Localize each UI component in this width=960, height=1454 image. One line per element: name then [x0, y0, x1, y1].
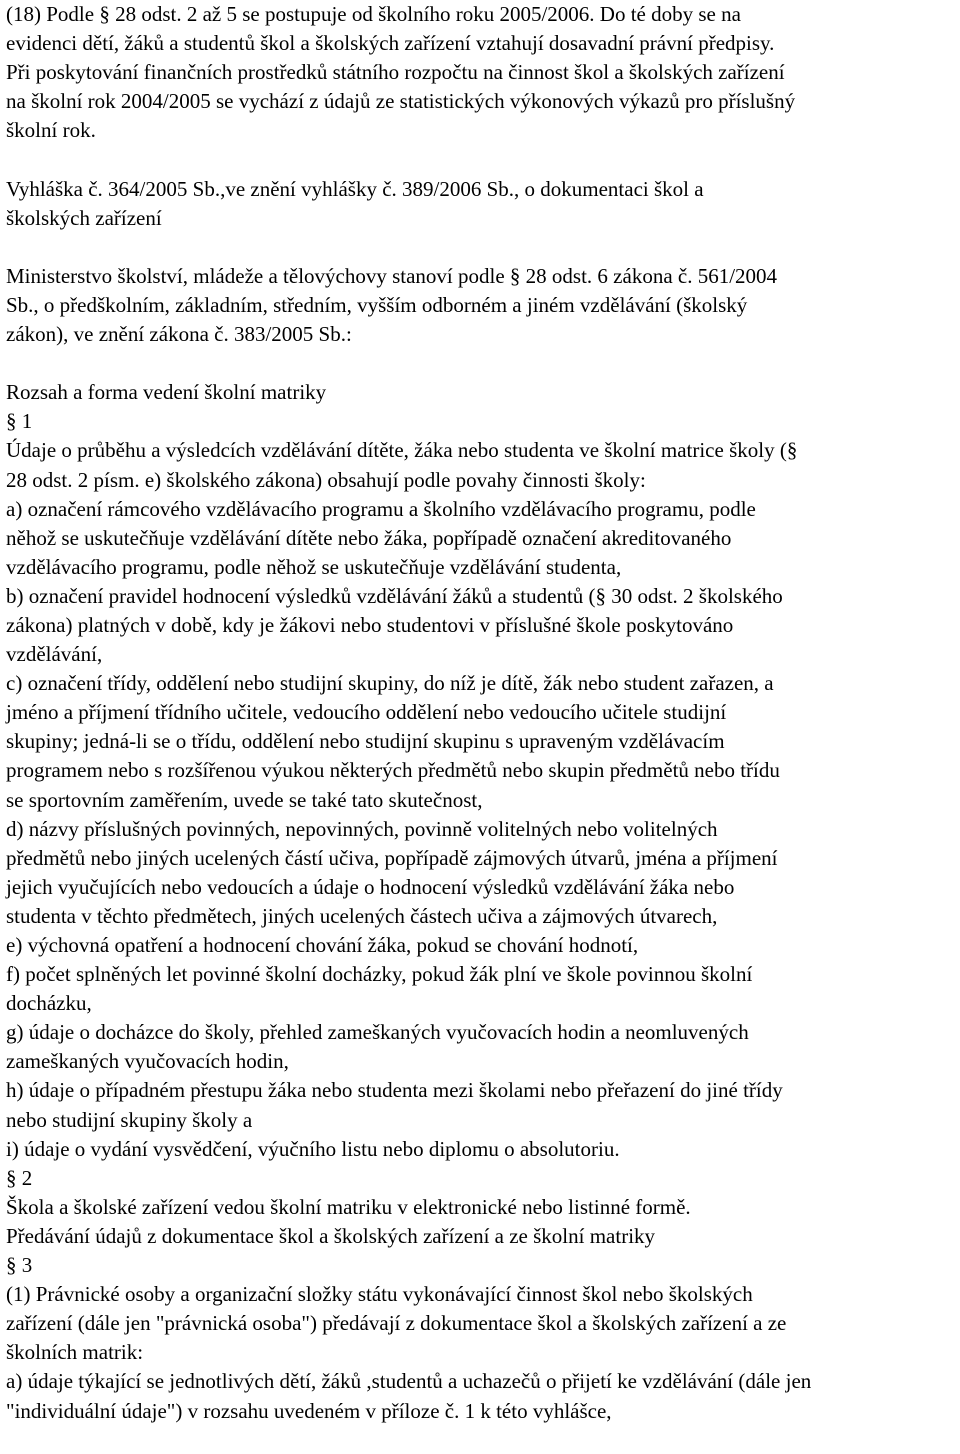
text-line: i) údaje o vydání vysvědčení, výučního listu nebo diplomu o absolutoriu.	[6, 1136, 620, 1161]
text-line: evidenci dětí, žáků a studentů škol a školských zařízení vztahují dosavadní právní předpisy.	[6, 31, 775, 56]
text-line: zákon), ve znění zákona č. 383/2005 Sb.:	[6, 322, 352, 347]
text-line: g) údaje o docházce do školy, přehled zameškaných vyučovacích hodin a neomluvených	[6, 1020, 749, 1045]
text-line: e) výchovná opatření a hodnocení chování žáka, pokud se chování hodnotí,	[6, 933, 639, 957]
section-number: § 2	[6, 1165, 33, 1190]
text-line: něhož se uskutečňuje vzdělávání dítěte nebo žáka, popřípadě označení akreditovaného	[6, 525, 732, 550]
text-line: zameškaných vyučovacích hodin,	[6, 1049, 289, 1074]
section-heading: Rozsah a forma vedení školní matriky	[6, 380, 327, 405]
section-2	[6, 1164, 956, 1251]
blank-line	[6, 233, 956, 262]
blank-line	[6, 145, 956, 174]
text-line: jejich vyučujících nebo vedoucích a údaje o hodnocení výsledků vzdělávání žáka nebo	[6, 874, 735, 899]
text-line: a) označení rámcového vzdělávacího programu a školního vzdělávacího programu, podle	[6, 496, 756, 521]
document-page	[6, 0, 956, 1426]
text-line: h) údaje o případném přestupu žáka nebo studenta mezi školami nebo přeřazení do jiné třídy	[6, 1078, 783, 1103]
section-1	[6, 407, 956, 1163]
text-line: Ministerstvo školství, mládeže a tělovýchovy stanoví podle § 28 odst. 6 zákona č. 561/2004	[6, 263, 778, 288]
decree-preamble	[6, 262, 956, 349]
text-line: (1) Právnické osoby a organizační složky státu vykonávající činnost škol nebo školských	[6, 1282, 753, 1307]
text-line: předmětů nebo jiných ucelených částí učiva, popřípadě zájmových útvarů, jména a příjmení	[6, 845, 778, 870]
text-line: studenta v těchto předmětech, jiných ucelených částech učiva a zájmových útvarech,	[6, 903, 718, 928]
text-line: jméno a příjmení třídního učitele, vedoucího oddělení nebo vedoucího učitele studijní	[6, 700, 727, 725]
text-line: Škola a školské zařízení vedou školní matriku v elektronické nebo listinné formě.	[6, 1194, 691, 1219]
text-line: 28 odst. 2 písm. e) školského zákona) obsahují podle povahy činnosti školy:	[6, 467, 646, 492]
text-line: se sportovním zaměřením, uvede se také tato skutečnost,	[6, 787, 483, 812]
text-line: na školní rok 2004/2005 se vychází z údajů ze statistických výkonových výkazů pro příslušný	[6, 89, 796, 114]
text-line: programem nebo s rozšířenou výukou některých předmětů nebo skupin předmětů nebo třídu	[6, 758, 780, 783]
text-line: b) označení pravidel hodnocení výsledků vzdělávání žáků a studentů (§ 30 odst. 2 školského	[6, 583, 783, 608]
text-line: školních matrik:	[6, 1340, 144, 1365]
intro-paragraph	[6, 0, 956, 145]
text-line: Při poskytování finančních prostředků státního rozpočtu na činnost škol a školských zařízení	[6, 60, 785, 85]
text-line: vzdělávacího programu, podle něhož se uskutečňuje vzdělávání studenta,	[6, 554, 622, 579]
text-line: školní rok.	[6, 118, 96, 143]
text-line: docházku,	[6, 991, 92, 1016]
section-3	[6, 1251, 956, 1426]
text-line: a) údaje týkající se jednotlivých dětí, žáků ,studentů a uchazečů o přijetí ke vzdělávání (dále jen	[6, 1369, 812, 1394]
text-line: d) názvy příslušných povinných, nepovinných, povinně volitelných nebo volitelných	[6, 816, 718, 841]
text-line: "individuální údaje") v rozsahu uvedeném v příloze č. 1 k této vyhlášce,	[6, 1398, 612, 1423]
text-line: c) označení třídy, oddělení nebo studijní skupiny, do níž je dítě, žák nebo student zařazen, a	[6, 671, 774, 696]
section-number: § 3	[6, 1253, 33, 1278]
decree-title	[6, 175, 956, 233]
text-line: Údaje o průběhu a výsledcích vzdělávání dítěte, žáka nebo studenta ve školní matrice školy (§	[6, 438, 798, 463]
text-line: zákona) platných v době, kdy je žákovi nebo studentovi v příslušné škole poskytováno	[6, 612, 734, 637]
blank-line	[6, 349, 956, 378]
text-line: Vyhláška č. 364/2005 Sb.,ve znění vyhlášky č. 389/2006 Sb., o dokumentaci škol a	[6, 176, 704, 201]
text-line: (18) Podle § 28 odst. 2 až 5 se postupuje od školního roku 2005/2006. Do té doby se na	[6, 2, 741, 26]
text-line: f) počet splněných let povinné školní docházky, pokud žák plní ve škole povinnou školní	[6, 962, 753, 987]
section-number: § 1	[6, 409, 33, 434]
text-line: skupiny; jedná-li se o třídu, oddělení nebo studijní skupinu s upraveným vzdělávacím	[6, 729, 725, 754]
text-line: Předávání údajů z dokumentace škol a školských zařízení a ze školní matriky	[6, 1223, 656, 1248]
text-line: nebo studijní skupiny školy a	[6, 1107, 253, 1132]
text-line: vzdělávání,	[6, 642, 103, 667]
text-line: školských zařízení	[6, 205, 162, 230]
text-line: Sb., o předškolním, základním, středním, vyšším odborném a jiném vzdělávání (školský	[6, 292, 748, 317]
text-line: zařízení (dále jen "právnická osoba") předávají z dokumentace škol a školských zařízení a ze	[6, 1311, 787, 1336]
